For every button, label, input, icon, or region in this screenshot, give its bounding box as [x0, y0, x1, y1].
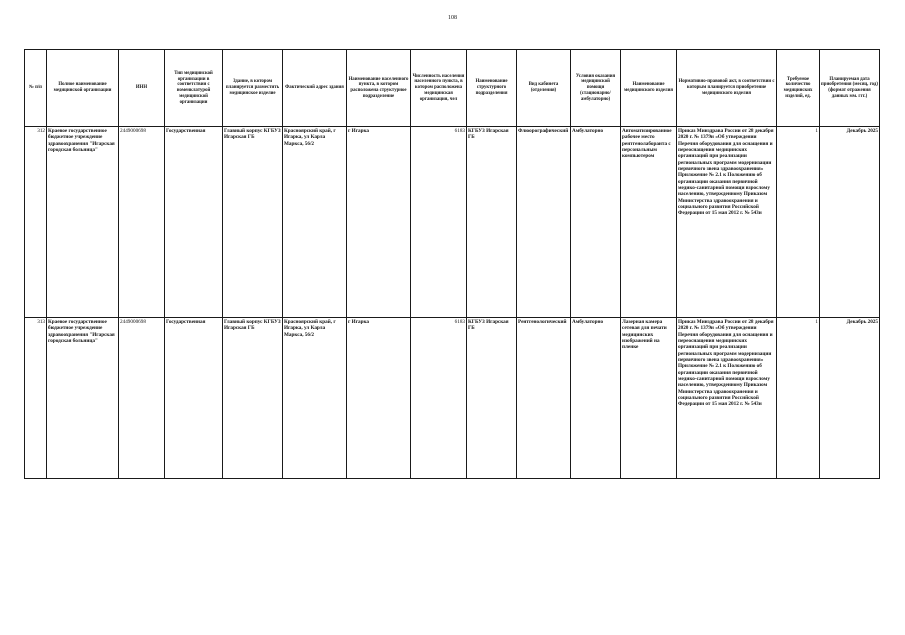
row-number: 313 [25, 318, 47, 479]
header-cell: Требуемое количество медицинских изделий, ед. [777, 50, 820, 127]
header-cell: № п/п [25, 50, 47, 127]
settlement-cell: г Игарка [347, 127, 411, 318]
device-cell: Автоматизированное рабочее место рентгенолаборанта с персональным компьютером [621, 127, 677, 318]
header-cell: Тип медицинской организации в соответствии с номенклатурой медицинской организации [165, 50, 223, 127]
settlement-cell: г Игарка [347, 318, 411, 479]
organization-type: Государственная [165, 318, 223, 479]
population-cell: 6183 [411, 318, 467, 479]
quantity-cell: 1 [777, 318, 820, 479]
header-cell: Условия оказания медицинской помощи (стационарно/амбулаторно) [571, 50, 621, 127]
page-number: 108 [448, 15, 457, 21]
planned-date-cell: Декабрь 2025 [820, 318, 880, 479]
organization-type: Государственная [165, 127, 223, 318]
inn-cell: 2449000698 [119, 318, 165, 479]
row-number: 312 [25, 127, 47, 318]
cabinet-cell: Рентгенологический [517, 318, 571, 479]
building-cell: Главный корпус КГБУЗ Игарская ГБ [223, 318, 283, 479]
unit-cell: КГБУЗ Игарская ГБ [467, 318, 517, 479]
inn-cell: 2449000698 [119, 127, 165, 318]
address-cell: Красноярский край, г Игарка, ул Карла Маркса, 56/2 [283, 127, 347, 318]
address-cell: Красноярский край, г Игарка, ул Карла Маркса, 56/2 [283, 318, 347, 479]
table-row [25, 318, 880, 479]
unit-cell: КГБУЗ Игарская ГБ [467, 127, 517, 318]
quantity-cell: 1 [777, 127, 820, 318]
planned-date-cell: Декабрь 2025 [820, 127, 880, 318]
organization-name: Краевое государственное бюджетное учреждение здравоохранения "Игарская городская больница" [47, 127, 119, 318]
header-cell: ИНН [119, 50, 165, 127]
header-cell: Наименование медицинского изделия [621, 50, 677, 127]
header-cell: Фактический адрес здания [283, 50, 347, 127]
conditions-cell: Амбулаторно [571, 127, 621, 318]
header-cell: Численность населения населенного пункта, в котором расположена медицинская организация, чел [411, 50, 467, 127]
cabinet-cell: Флюорографический [517, 127, 571, 318]
header-cell: Здание, в котором планируется разместить медицинское изделие [223, 50, 283, 127]
population-cell: 6183 [411, 127, 467, 318]
equipment-register-table [24, 49, 880, 479]
header-cell: Нормативно-правовой акт, в соответствии с которым планируется приобретение медицинского изделия [677, 50, 777, 127]
legal-act-cell: Приказ Минздрава России от 28 декабря 2020 г. № 1379н «Об утверждении Перечня оборудования для оснащения и переоснащения медицинских организаций при реализации региональных программ модернизации первичного звена здравоохранения» Приложение № 2.1 к Положению об организации оказания первичной медико-санитарной помощи взрослому населению, утвержденному Приказом Министерства здравоохранения и социального развития Российской Федерации от 15 мая 2012 г. № 543н [677, 127, 777, 318]
organization-name: Краевое государственное бюджетное учреждение здравоохранения "Игарская городская больница" [47, 318, 119, 479]
table-row [25, 127, 880, 318]
conditions-cell: Амбулаторно [571, 318, 621, 479]
header-cell: Полное наименование медицинской организации [47, 50, 119, 127]
header-cell: Вид кабинета (отделения) [517, 50, 571, 127]
building-cell: Главный корпус КГБУЗ Игарская ГБ [223, 127, 283, 318]
device-cell: Лазерная камера сетевая для печати медицинских изображений на пленке [621, 318, 677, 479]
header-cell: Наименование населенного пункта, в котором расположена структурное подразделение [347, 50, 411, 127]
header-row [25, 50, 880, 127]
header-cell: Наименование структурного подразделения [467, 50, 517, 127]
legal-act-cell: Приказ Минздрава России от 28 декабря 2020 г. № 1379н «Об утверждении Перечня оборудования для оснащения и переоснащения медицинских организаций при реализации региональных программ модернизации первичного звена здравоохранения» Приложение № 2.1 к Положению об организации оказания первичной медико-санитарной помощи взрослому населению, утвержденному Приказом Министерства здравоохранения и социального развития Российской Федерации от 15 мая 2012 г. № 543н [677, 318, 777, 479]
header-cell: Планируемая дата приобретения (месяц, год) (формат отражения данных мм. ггг.) [820, 50, 880, 127]
